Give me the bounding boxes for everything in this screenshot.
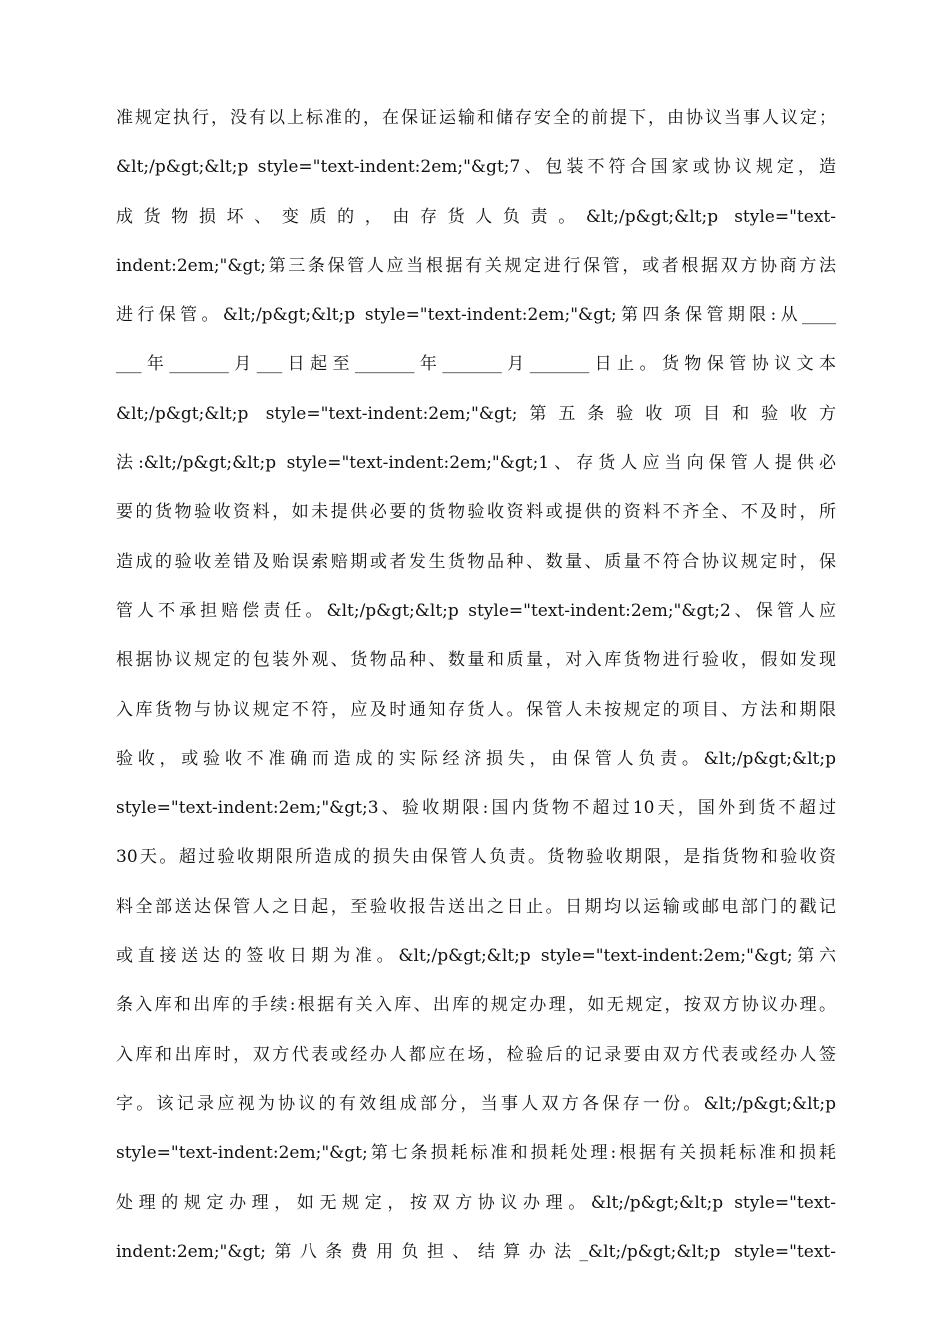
- text-line-2: &lt;/p&gt;&lt;p style="text-indent:2em;"&gt;7、包装不符合国家或协议规定，造: [116, 157, 836, 178]
- text-line-3: 成货物损坏、变质的，由存货人负责。&lt;/p&gt;&lt;p style="text-: [116, 206, 836, 227]
- text-line-14: 验收，或验收不准确而造成的实际经济损失，由保管人负责。&lt;/p&gt;&lt;p: [116, 748, 836, 769]
- text-line-13: 入库货物与协议规定不符，应及时通知存货人。保管人未按规定的项目、方法和期限: [116, 699, 836, 720]
- text-line-23: 处理的规定办理，如无规定，按双方协议办理。&lt;/p&gt;&lt;p style="text-: [116, 1192, 836, 1213]
- text-line-11: 管人不承担赔偿责任。&lt;/p&gt;&lt;p style="text-indent:2em;"&gt;2、保管人应: [116, 600, 836, 621]
- text-line-1: 准规定执行，没有以上标准的，在保证运输和储存安全的前提下，由协议当事人议定；: [116, 108, 836, 128]
- text-line-12: 根据协议规定的包装外观、货物品种、数量和质量，对入库货物进行验收，假如发现: [116, 650, 836, 671]
- text-line-18: 或直接送达的签收日期为准。&lt;/p&gt;&lt;p style="text-indent:2em;"&gt;第六: [116, 946, 836, 967]
- text-line-8: 法:&lt;/p&gt;&lt;p style="text-indent:2em;"&gt;1、存货人应当向保管人提供必: [116, 453, 836, 474]
- text-line-21: 字。该记录应视为协议的有效组成部分，当事人双方各保存一份。&lt;/p&gt;&lt;p: [116, 1093, 836, 1114]
- text-line-5: 进行保管。&lt;/p&gt;&lt;p style="text-indent:2em;"&gt;第四条保管期限:从____: [116, 305, 836, 326]
- text-line-4: indent:2em;"&gt;第三条保管人应当根据有关规定进行保管，或者根据双方协商方法: [116, 255, 836, 276]
- text-line-24: indent:2em;"&gt;第八条费用负担、结算办法_&lt;/p&gt;&lt;p style="text-: [116, 1241, 836, 1262]
- text-line-7: &lt;/p&gt;&lt;p style="text-indent:2em;"&gt;第五条验收项目和验收方: [116, 403, 836, 424]
- text-line-20: 入库和出库时，双方代表或经办人都应在场，检验后的记录要由双方代表或经办人签: [116, 1044, 836, 1065]
- text-line-10: 造成的验收差错及贻误索赔期或者发生货物品种、数量、质量不符合协议规定时，保: [116, 551, 836, 572]
- text-line-16: 30天。超过验收期限所造成的损失由保管人负责。货物验收期限，是指货物和验收资: [116, 847, 836, 868]
- text-line-6: ___年_______月___日起至_______年_______月_______日止。货物保管协议文本: [116, 354, 836, 375]
- text-line-17: 料全部送达保管人之日起，至验收报告送出之日止。日期均以运输或邮电部门的戳记: [116, 896, 836, 917]
- text-line-15: style="text-indent:2em;"&gt;3、验收期限:国内货物不超过10天，国外到货不超过: [116, 798, 836, 819]
- text-line-9: 要的货物验收资料，如未提供必要的货物验收资料或提供的资料不齐全、不及时，所: [116, 502, 836, 523]
- text-line-19: 条入库和出库的手续:根据有关入库、出库的规定办理，如无规定，按双方协议办理。: [116, 995, 836, 1016]
- document-body: [116, 94, 836, 1277]
- text-line-22: style="text-indent:2em;"&gt;第七条损耗标准和损耗处理:根据有关损耗标准和损耗: [116, 1143, 836, 1164]
